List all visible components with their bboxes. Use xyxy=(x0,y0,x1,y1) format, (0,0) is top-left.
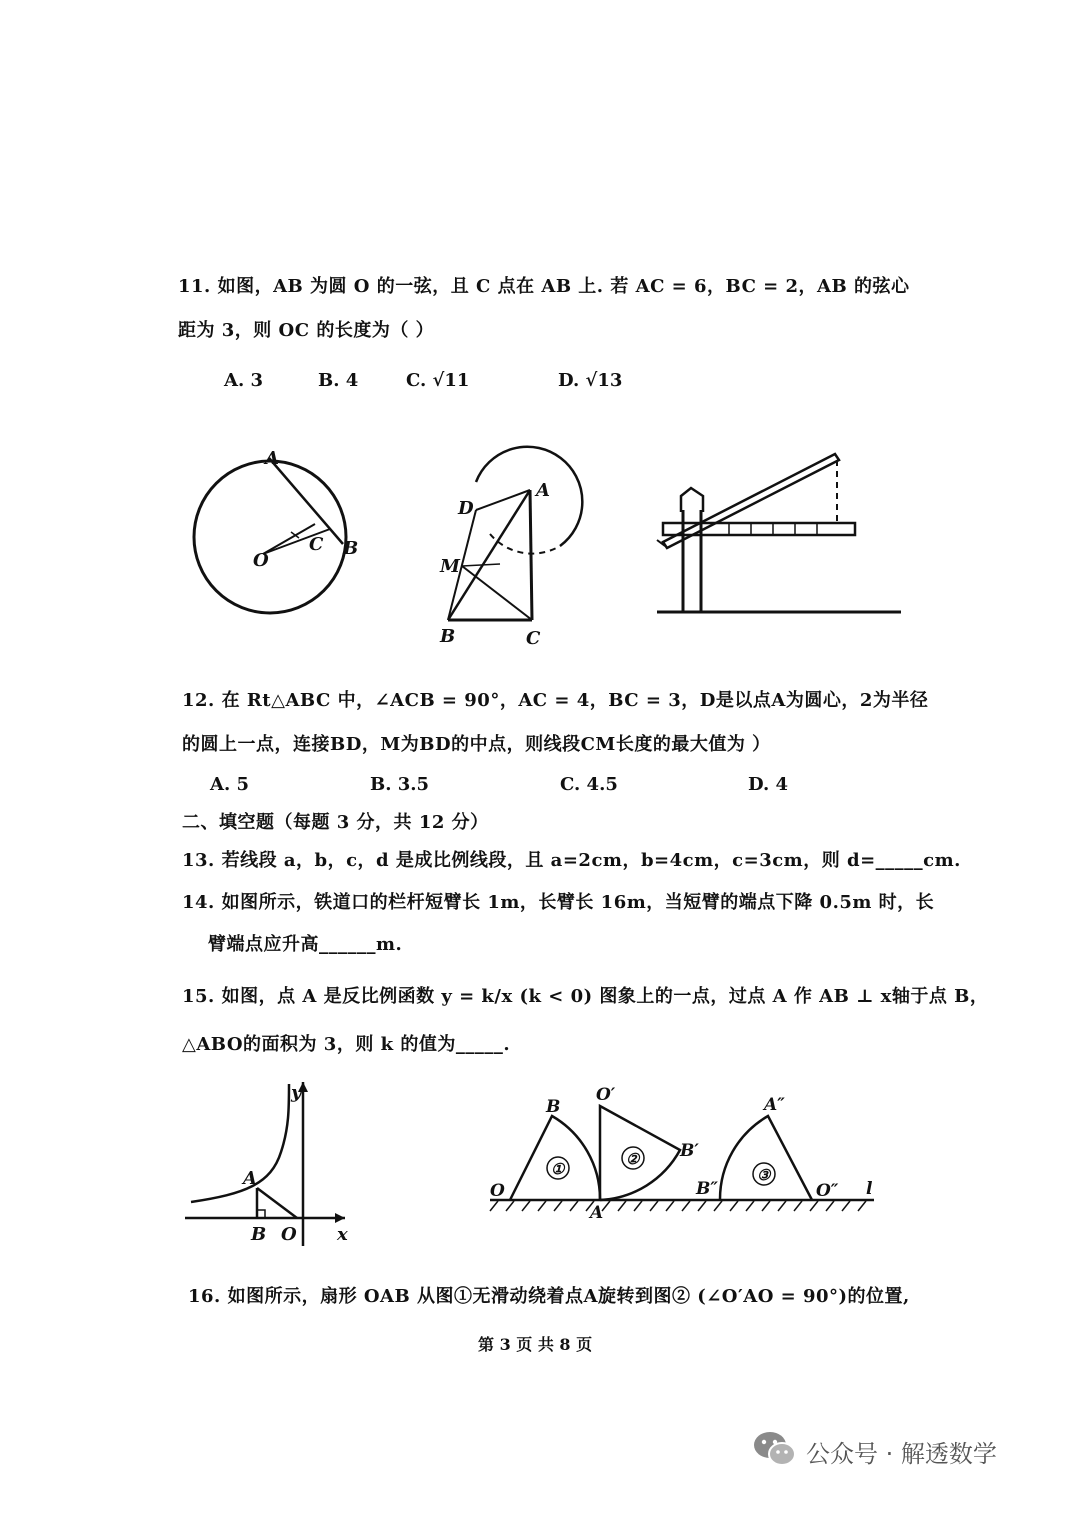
q12-line1: 12. 在 Rt△ABC 中，∠ACB = 90°，AC = 4，BC = 3，D是以点A为圆心，2为半径 xyxy=(182,690,929,711)
page-footer: 第 3 页 共 8 页 xyxy=(478,1335,593,1354)
q11-option-a: A. 3 xyxy=(224,370,264,391)
tri-label-c: C xyxy=(526,628,541,649)
hyperbola-curve xyxy=(191,1084,289,1202)
circle-label-a: A xyxy=(265,448,279,469)
watermark-text: 公众号 · 解透数学 xyxy=(806,1440,997,1468)
circle-label-b: B xyxy=(343,538,359,559)
q11-line1: 11. 如图，AB 为圆 O 的一弦，且 C 点在 AB 上. 若 AC = 6，BC = 2，AB 的弦心 xyxy=(178,276,910,297)
marker-2: ② xyxy=(626,1150,640,1168)
marker-3: ③ xyxy=(757,1166,771,1184)
circle-figure xyxy=(185,440,365,630)
q14-line1: 14. 如图所示，铁道口的栏杆短臂长 1m，长臂长 16m，当短臂的端点下降 0.5m 时，长 xyxy=(182,892,935,913)
sec-label-l: l xyxy=(866,1179,873,1199)
sec-label-o: O xyxy=(490,1181,505,1201)
sec-label-op: O′ xyxy=(596,1085,616,1105)
post-cap xyxy=(681,488,703,512)
sec-label-a: A xyxy=(590,1203,604,1223)
segment-cm xyxy=(462,566,532,620)
tri-label-m: M xyxy=(440,556,460,577)
q14-line2: 臂端点应升高______m. xyxy=(208,934,403,955)
q11-line2: 距为 3，则 OC 的长度为（ ） xyxy=(178,320,435,341)
section-heading: 二、填空题（每题 3 分，共 12 分） xyxy=(182,812,489,833)
q12-option-b: B. 3.5 xyxy=(370,774,430,795)
side-ac xyxy=(530,490,532,620)
circle-label-o: O xyxy=(253,550,269,571)
q15-line1: 15. 如图，点 A 是反比例函数 y = k/x (k < 0) 图象上的一点，过点 A 作 AB ⊥ x轴于点 B， xyxy=(182,986,989,1007)
q11-option-c: C. √11 xyxy=(406,370,470,391)
barrier-figure xyxy=(655,450,905,620)
q11-option-d: D. √13 xyxy=(558,370,623,391)
sec-label-app: A″ xyxy=(764,1095,785,1115)
q11-option-b: B. 4 xyxy=(318,370,359,391)
arm-marks xyxy=(729,523,817,535)
q12-option-a: A. 5 xyxy=(210,774,250,795)
sector-figure xyxy=(488,1080,888,1223)
q12-option-d: D. 4 xyxy=(748,774,789,795)
ground-hatching xyxy=(490,1201,866,1211)
marker-1: ① xyxy=(551,1160,565,1178)
tri-label-b: B xyxy=(440,626,456,647)
hyp-label-y: y xyxy=(291,1082,302,1103)
triangle-figure xyxy=(440,430,600,650)
sec-label-bpp: B″ xyxy=(696,1179,718,1199)
circle-label-c: C xyxy=(309,534,324,555)
q15-line2: △ABO的面积为 3，则 k 的值为_____. xyxy=(182,1034,511,1055)
wechat-icon xyxy=(752,1428,798,1468)
sec-label-opp: O″ xyxy=(816,1181,839,1201)
x-axis-arrow xyxy=(335,1213,345,1223)
hyp-label-b: B xyxy=(251,1224,267,1245)
segment-ad xyxy=(476,490,530,510)
q16-text: 16. 如图所示，扇形 OAB 从图①无滑动绕着点A旋转到图② (∠O′AO = 90°)的位置, xyxy=(188,1286,910,1307)
q12-line2: 的圆上一点，连接BD，M为BD的中点，则线段CM长度的最大值为 ） xyxy=(182,734,771,755)
tri-label-a: A xyxy=(536,480,550,501)
horizontal-arm xyxy=(663,523,855,535)
hyp-label-x: x xyxy=(337,1224,348,1245)
q12-option-c: C. 4.5 xyxy=(560,774,618,795)
q13-text: 13. 若线段 a，b，c，d 是成比例线段，且 a=2cm，b=4cm，c=3cm，则 d=_____cm. xyxy=(182,850,961,871)
hyp-label-o: O xyxy=(281,1224,297,1245)
hyperbola-figure xyxy=(185,1078,365,1248)
sector-3 xyxy=(720,1116,812,1200)
sec-label-b: B xyxy=(546,1097,561,1117)
sec-label-bp: B′ xyxy=(680,1141,699,1161)
tri-label-d: D xyxy=(458,498,474,519)
segment-ao xyxy=(257,1188,297,1218)
hyp-label-a: A xyxy=(243,1168,257,1189)
segment-oc xyxy=(263,524,315,554)
sector-2 xyxy=(600,1106,680,1200)
helper-segment xyxy=(462,564,500,566)
